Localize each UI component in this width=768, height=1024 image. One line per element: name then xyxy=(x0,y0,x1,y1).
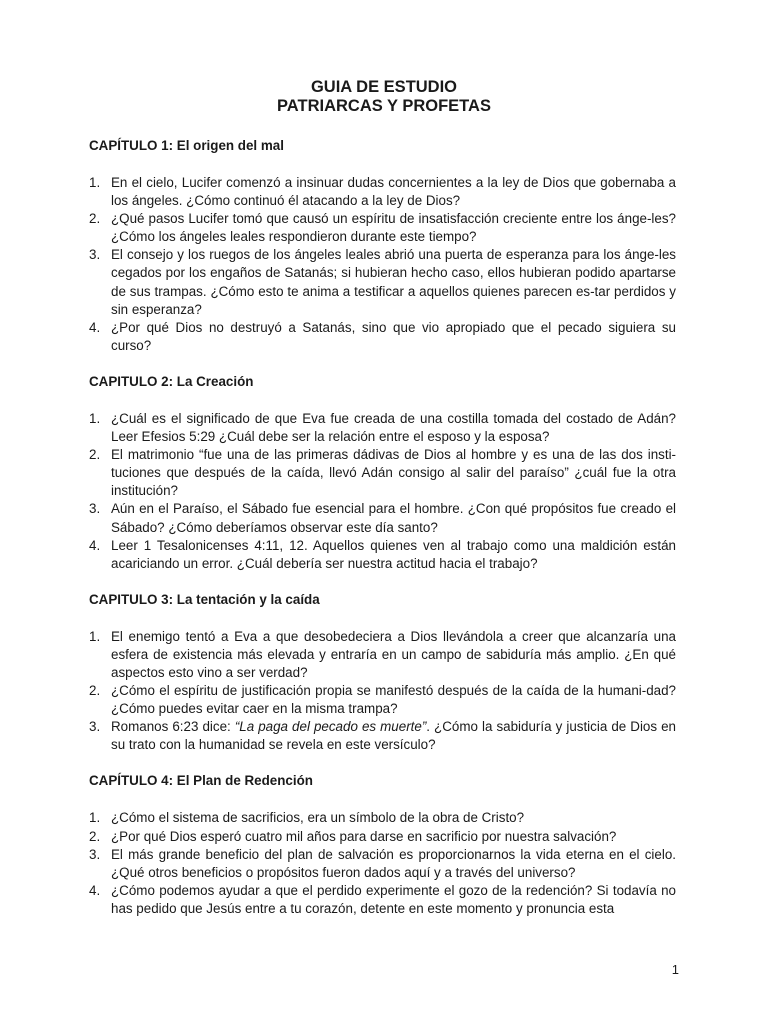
question-text: ¿Cómo el sistema de sacrificios, era un símbolo de la obra de Cristo? xyxy=(111,810,525,826)
chapter-heading: CAPÍTULO 4: El Plan de Redención xyxy=(89,773,313,789)
question-item xyxy=(89,210,676,246)
chapter-4 xyxy=(89,772,676,918)
question-number: 1. xyxy=(89,628,101,644)
page-number: 1 xyxy=(671,962,679,977)
chapter-3 xyxy=(89,591,676,755)
question-text: Leer 1 Tesalonicenses 4:11, 12. Aquellos quienes ven al trabajo como una maldición están acariciando un error. ¿Cuál debería ser nuestra actitud hacia el trabajo? xyxy=(111,537,676,571)
question-item xyxy=(89,882,676,918)
question-number: 2. xyxy=(89,211,101,227)
question-number: 2. xyxy=(89,828,101,844)
question-item xyxy=(89,809,676,827)
question-number: 3. xyxy=(89,247,101,263)
question-list xyxy=(89,628,676,755)
question-text: El matrimonio “fue una de las primeras dádivas de Dios al hombre y es una de las dos insti-tuciones que después de la caída, llevó Adán consigo al salir del paraíso” ¿cuál fue la otra institución? xyxy=(111,447,676,499)
question-text-start: Romanos 6:23 dice: xyxy=(111,719,235,735)
question-list xyxy=(89,174,676,355)
chapter-heading: CAPÍTULO 1: El origen del mal xyxy=(89,138,284,153)
question-item xyxy=(89,682,676,718)
question-number: 1. xyxy=(89,175,101,190)
question-text: El consejo y los ruegos de los ángeles leales abrió una puerta de esperanza para los ánge-les cegados por los engaños de Satanás; si hubieran hecho caso, ellos hubieran podido apartarse de sus trampas. ¿Cómo esto te anima a testificar a aquellos quienes parecen es-tar perdidos y sin esperanza? xyxy=(111,247,676,317)
chapter-2 xyxy=(89,373,676,573)
title-line-1: GUIA DE ESTUDIO xyxy=(310,78,458,96)
question-item xyxy=(89,628,676,682)
question-item xyxy=(89,500,676,536)
question-number: 3. xyxy=(89,501,101,517)
question-text: ¿Qué pasos Lucifer tomó que causó un espíritu de insatisfacción creciente entre los ánge-les? ¿Cómo los ángeles leales respondieron durante este tiempo? xyxy=(111,211,676,245)
question-text: ¿Cómo el espíritu de justificación propia se manifestó después de la caída de la humani-dad? ¿Cómo puedes evitar caer en la misma trampa? xyxy=(111,683,676,717)
bible-quote: “La paga del pecado es muerte” xyxy=(234,719,427,735)
question-text: Aún en el Paraíso, el Sábado fue esencial para el hombre. ¿Con qué propósitos fue creado el Sábado? ¿Cómo deberíamos observar este día santo? xyxy=(111,501,676,535)
question-text: ¿Por qué Dios esperó cuatro mil años para darse en sacrificio por nuestra salvación? xyxy=(111,828,617,844)
question-item xyxy=(89,446,676,500)
question-text: El más grande beneficio del plan de salvación es proporcionarnos la vida eterna en el cielo. ¿Qué otros beneficios o propósitos fueron dados aquí y a través del universo? xyxy=(111,846,676,880)
question-text: ¿Cuál es el significado de que Eva fue creada de una costilla tomada del costado de Adán? Leer Efesios 5:29 ¿Cuál debe ser la relación entre el esposo y la esposa? xyxy=(111,410,676,445)
question-text: En el cielo, Lucifer comenzó a insinuar dudas concernientes a la ley de Dios que gobernaba a los ángeles. ¿Cómo continuó él atacando a la ley de Dios? xyxy=(111,175,676,209)
question-number: 2. xyxy=(89,447,101,463)
question-item xyxy=(89,410,676,446)
question-number: 3. xyxy=(89,846,101,862)
question-text xyxy=(111,719,676,752)
question-item xyxy=(89,537,676,573)
question-text: El enemigo tentó a Eva a que desobedeciera a Dios llevándola a creer que alcanzaría una esfera de existencia más elevada y entraría en un campo de sabiduría más amplio. ¿En qué aspectos esto vino a ser verdad? xyxy=(111,628,676,680)
question-item xyxy=(89,319,676,355)
question-number: 4. xyxy=(89,537,101,553)
question-number: 2. xyxy=(89,683,101,699)
document-title xyxy=(0,78,768,116)
question-list xyxy=(89,410,676,573)
title-line-2: PATRIARCAS Y PROFETAS xyxy=(277,97,491,115)
question-item xyxy=(89,718,676,754)
chapter-heading: CAPITULO 2: La Creación xyxy=(89,373,254,389)
question-text: ¿Por qué Dios no destruyó a Satanás, sino que vio apropiado que el pecado siguiera su curso? xyxy=(111,319,676,353)
question-item xyxy=(89,828,676,846)
question-item xyxy=(89,174,676,210)
question-number: 1. xyxy=(89,410,101,426)
question-number: 4. xyxy=(89,319,101,335)
question-text: ¿Cómo podemos ayudar a que el perdido experimente el gozo de la redención? Si todavía no has pedido que Jesús entre a tu corazón, detente en este momento y pronuncia esta xyxy=(111,882,676,916)
question-list xyxy=(89,809,676,918)
question-number: 4. xyxy=(89,882,101,898)
document-body xyxy=(89,137,676,936)
question-text-end: . ¿Cómo la sabiduría y justicia de Dios en su trato con la humanidad se revela en este versículo? xyxy=(111,719,676,753)
question-number: 1. xyxy=(89,810,101,826)
question-item xyxy=(89,246,676,318)
chapter-heading: CAPITULO 3: La tentación y la caída xyxy=(89,591,320,607)
question-number: 3. xyxy=(89,719,101,735)
question-item xyxy=(89,846,676,882)
chapter-1 xyxy=(89,137,676,355)
